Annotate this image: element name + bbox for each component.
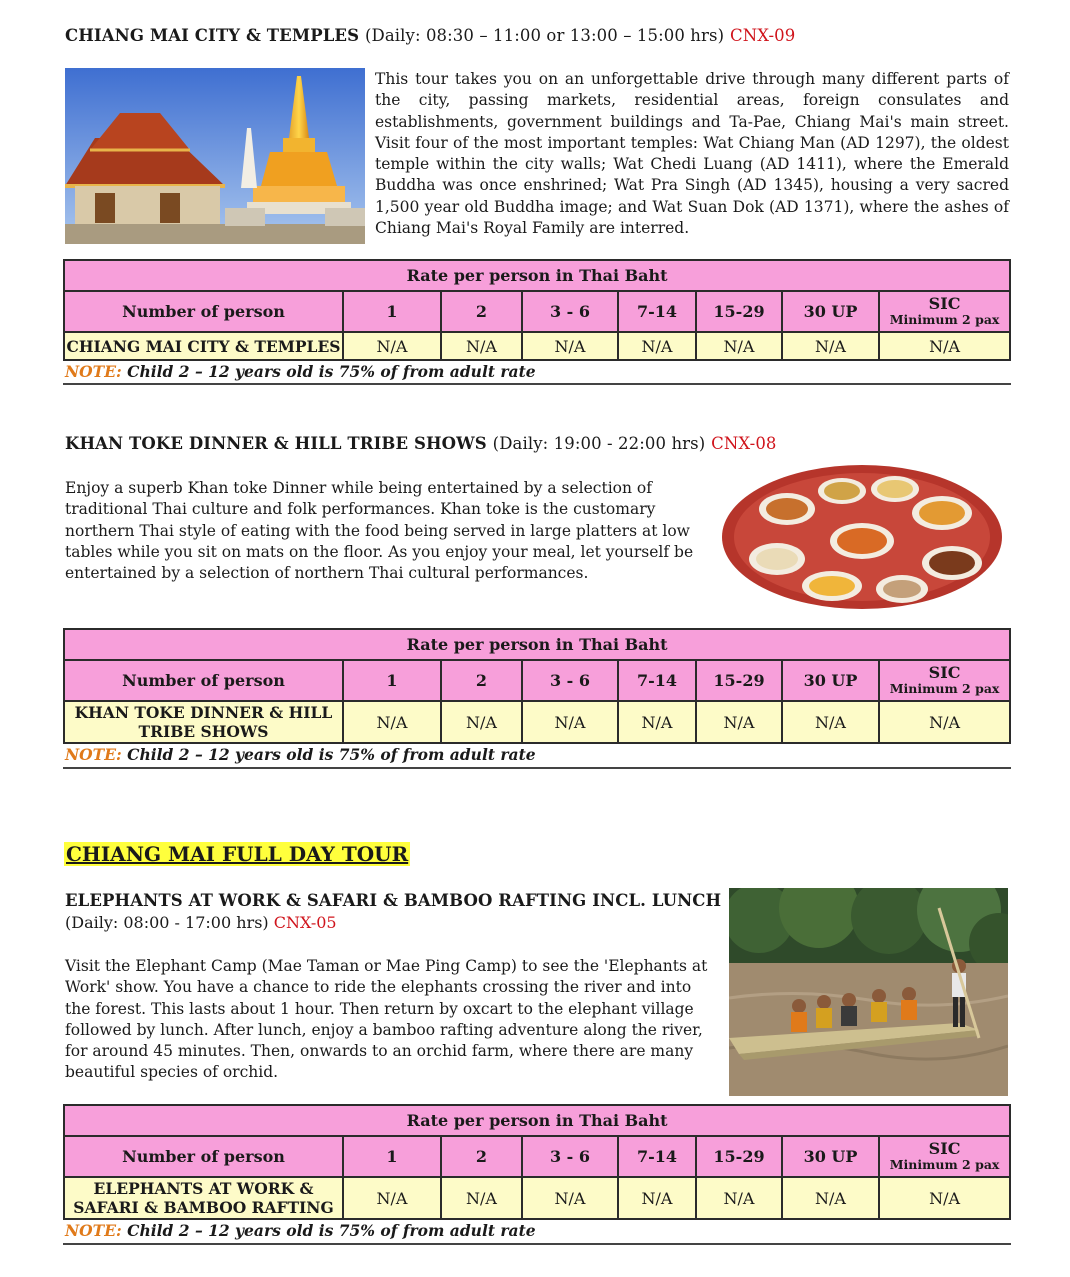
rate-cell: N/A — [522, 332, 618, 360]
rate-cell: N/A — [782, 701, 879, 743]
tour3-schedule: (Daily: 08:00 - 17:00 hrs) — [65, 913, 269, 932]
col-30-up: 30 UP — [782, 660, 879, 701]
tour3-note — [65, 1221, 536, 1240]
note-text: Child 2 – 12 years old is 75% of from adult rate — [121, 362, 536, 381]
rate-cell: N/A — [343, 1177, 441, 1219]
rate-cell: N/A — [343, 701, 441, 743]
rate-table-header: Rate per person in Thai Baht — [64, 629, 1010, 660]
number-of-person-label: Number of person — [64, 660, 343, 701]
sic-label: SIC — [928, 293, 961, 313]
tour2-description: Enjoy a superb Khan toke Dinner while being entertained by a selection of traditional Thai culture and folk performances. Khan toke is the customary northern Thai style of eating with the food being served in large platters at low tables while you sit on mats on the floor. As you enjoy your meal, let yourself be entertained by a selection of northern Thai cultural performances. — [65, 479, 694, 583]
tour2-title: KHAN TOKE DINNER & HILL TRIBE SHOWS — [65, 434, 487, 453]
col-30-up: 30 UP — [782, 291, 879, 332]
rate-cell: N/A — [879, 1177, 1010, 1219]
rate-cell: N/A — [522, 1177, 618, 1219]
divider — [63, 1243, 1011, 1245]
note-text: Child 2 – 12 years old is 75% of from adult rate — [121, 745, 536, 764]
tour2-row-name — [64, 701, 343, 743]
col-7-14: 7-14 — [618, 291, 696, 332]
tour2-row-name-line1: KHAN TOKE DINNER & HILL — [74, 703, 333, 722]
tour2-schedule: (Daily: 19:00 - 22:00 hrs) — [492, 434, 706, 453]
sic-minimum: Minimum 2 pax — [889, 1156, 1000, 1172]
tour1-title-line — [65, 26, 795, 45]
note-label: NOTE: — [65, 362, 122, 381]
tour1-code: CNX-09 — [729, 26, 796, 45]
rate-table-header: Rate per person in Thai Baht — [64, 260, 1010, 291]
col-1: 1 — [343, 291, 441, 332]
number-of-person-label: Number of person — [64, 1136, 343, 1177]
tour2-row-name-line2: TRIBE SHOWS — [138, 722, 269, 741]
col-2: 2 — [441, 291, 522, 332]
col-sic — [879, 1136, 1010, 1177]
tour3-schedule-line — [65, 913, 337, 932]
col-15-29: 15-29 — [696, 660, 782, 701]
col-7-14: 7-14 — [618, 1136, 696, 1177]
rate-cell: N/A — [782, 1177, 879, 1219]
rate-cell: N/A — [696, 701, 782, 743]
note-label: NOTE: — [65, 745, 122, 764]
rate-cell: N/A — [782, 332, 879, 360]
col-1: 1 — [343, 1136, 441, 1177]
col-3-6: 3 - 6 — [522, 291, 618, 332]
tour2-code: CNX-08 — [711, 434, 777, 453]
rate-cell: N/A — [441, 332, 522, 360]
tour2-title-line — [65, 434, 777, 453]
tour1-schedule: (Daily: 08:30 – 11:00 or 13:00 – 15:00 hrs) — [364, 26, 725, 45]
rate-cell: N/A — [879, 701, 1010, 743]
rate-table-header: Rate per person in Thai Baht — [64, 1105, 1010, 1136]
col-15-29: 15-29 — [696, 1136, 782, 1177]
sic-label: SIC — [928, 662, 961, 682]
tour3-row-name-line2: SAFARI & BAMBOO RAFTING — [73, 1198, 334, 1217]
tour3-rate-table — [63, 1104, 1011, 1220]
temple-photo — [65, 68, 365, 244]
tour3-description: Visit the Elephant Camp (Mae Taman or Mae Ping Camp) to see the 'Elephants at Work' show. You have a chance to ride the elephants crossing the river and into the forest. This lasts about 1 hour. Then return by oxcart to the elephant village followed by lunch. After lunch, enjoy a bamboo rafting adventure along the river, for around 45 minutes. Then, onwards to an orchid farm, where there are many beautiful species of orchid. — [65, 957, 708, 1082]
section-heading: CHIANG MAI FULL DAY TOUR — [66, 842, 409, 866]
khantoke-food-photo — [717, 461, 1007, 614]
col-3-6: 3 - 6 — [522, 1136, 618, 1177]
sic-minimum: Minimum 2 pax — [889, 311, 1000, 327]
rate-cell: N/A — [441, 701, 522, 743]
col-7-14: 7-14 — [618, 660, 696, 701]
col-2: 2 — [441, 660, 522, 701]
rate-cell: N/A — [522, 701, 618, 743]
col-15-29: 15-29 — [696, 291, 782, 332]
col-sic — [879, 291, 1010, 332]
number-of-person-label: Number of person — [64, 291, 343, 332]
sic-label: SIC — [928, 1138, 961, 1158]
tour1-description: This tour takes you on an unforgettable drive through many different parts of the city, passing markets, residential areas, foreign consulates and establishments, government buildings and Ta-Pae, Chiang Mai's main street. Visit four of the most important temples: Wat Chiang Man (AD 1297), the oldest temple within the city walls; Wat Chedi Luang (AD 1411), where the Emerald Buddha was once enshrined; Wat Pra Singh (AD 1345), housing a very sacred 1,500 year old Buddha image; and Wat Suan Dok (AD 1371), where the ashes of Chiang Mai's Royal Family are interred. — [375, 70, 1009, 238]
sic-minimum: Minimum 2 pax — [889, 680, 1000, 696]
tour1-title: CHIANG MAI CITY & TEMPLES — [65, 26, 360, 45]
note-text: Child 2 – 12 years old is 75% of from adult rate — [121, 1221, 536, 1240]
col-30-up: 30 UP — [782, 1136, 879, 1177]
rate-cell: N/A — [618, 332, 696, 360]
rate-cell: N/A — [618, 701, 696, 743]
note-label: NOTE: — [65, 1221, 122, 1240]
col-2: 2 — [441, 1136, 522, 1177]
tour1-rate-table — [63, 259, 1011, 361]
tour1-row-name: CHIANG MAI CITY & TEMPLES — [64, 332, 343, 360]
rate-cell: N/A — [879, 332, 1010, 360]
tour2-rate-table — [63, 628, 1011, 744]
tour1-note — [65, 362, 536, 381]
rate-cell: N/A — [343, 332, 441, 360]
col-sic — [879, 660, 1010, 701]
rate-cell: N/A — [441, 1177, 522, 1219]
tour3-row-name — [64, 1177, 343, 1219]
rate-cell: N/A — [696, 332, 782, 360]
tour3-code: CNX-05 — [273, 913, 337, 932]
col-3-6: 3 - 6 — [522, 660, 618, 701]
divider — [63, 383, 1011, 385]
tour3-title: ELEPHANTS AT WORK & SAFARI & BAMBOO RAFTING INCL. LUNCH — [65, 891, 722, 910]
tour3-row-name-line1: ELEPHANTS AT WORK & — [93, 1179, 314, 1198]
bamboo-rafting-photo — [729, 888, 1008, 1096]
rate-cell: N/A — [618, 1177, 696, 1219]
divider — [63, 767, 1011, 769]
rate-cell: N/A — [696, 1177, 782, 1219]
col-1: 1 — [343, 660, 441, 701]
tour2-note — [65, 745, 536, 764]
